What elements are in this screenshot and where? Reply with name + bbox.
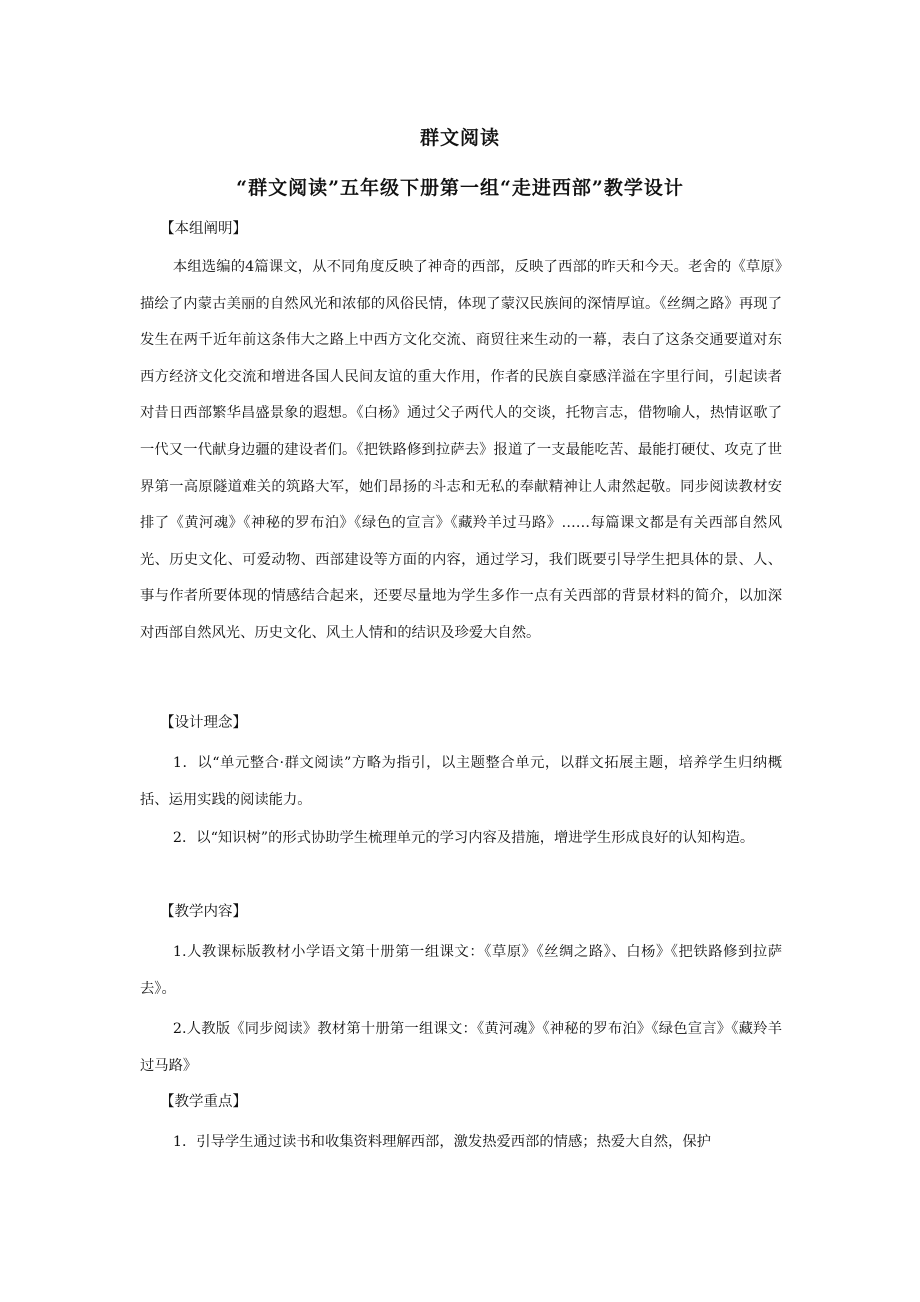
content-heading: 【教学内容】 <box>160 904 247 920</box>
content-item-2: 2.人教版《同步阅读》教材第十册第一组课文：《黄河魂》《神秘的罗布泊》《绿色宣言》《藏羚羊过马路》 <box>140 1021 782 1074</box>
design-item-1: 1．以“单元整合·群文阅读”方略为指引，以主题整合单元，以群文拓展主题，培养学生归纳概括、运用实践的阅读能力。 <box>140 755 782 808</box>
focus-item-1: 1．引导学生通过读书和收集资料理解西部，激发热爱西部的情感；热爱大自然，保护 <box>172 1134 711 1150</box>
intro-paragraph: 本组选编的4篇课文，从不同角度反映了神奇的西部，反映了西部的昨天和今天。老舍的《草原》描绘了内蒙古美丽的自然风光和浓郁的风俗民情，体现了蒙汉民族间的深情厚谊。《丝绸之路》再现了发生在两千近年前这条伟大之路上中西方文化交流、商贸往来生动的一幕，表白了这条交通要道对东西方经济文化交流和增进各国人民间友谊的重大作用，作者的民族自豪感洋溢在字里行间，引起读者对昔日西部繁华昌盛景象的遐想。《白杨》通过父子两代人的交谈，托物言志，借物喻人，热情讴歌了一代又一代献身边疆的建设者们。《把铁路修到拉萨去》报道了一支最能吃苦、最能打硬仗、攻克了世界第一高原隧道难关的筑路大军，她们昂扬的斗志和无私的奉献精神让人肃然起敬。同步阅读教材安排了《黄河魂》《神秘的罗布泊》《绿色的宣言》《藏羚羊过马路》……每篇课文都是有关西部自然风光、历史文化、可爱动物、西部建设等方面的内容，通过学习，我们既要引导学生把具体的景、人、事与作者所要体现的情感结合起来，还要尽量地为学生多作一点有关西部的背景材料的简介，以加深对西部自然风光、历史文化、风土人情和的结识及珍爱大自然。 <box>140 259 782 641</box>
design-item-2: 2．以“知识树”的形式协助学生梳理单元的学习内容及措施，增进学生形成良好的认知构造。 <box>172 830 755 846</box>
content-item-1: 1.人教课标版教材小学语文第十册第一组课文：《草原》《丝绸之路》、白杨》《把铁路修到拉萨去》。 <box>140 944 782 997</box>
document-subtitle: “群文阅读”五年级下册第一组“走进西部”教学设计 <box>236 177 684 199</box>
focus-heading: 【教学重点】 <box>160 1094 247 1110</box>
design-heading: 【设计理念】 <box>160 715 247 731</box>
intro-heading: 【本组阐明】 <box>160 221 247 237</box>
document-title: 群文阅读 <box>419 127 500 149</box>
